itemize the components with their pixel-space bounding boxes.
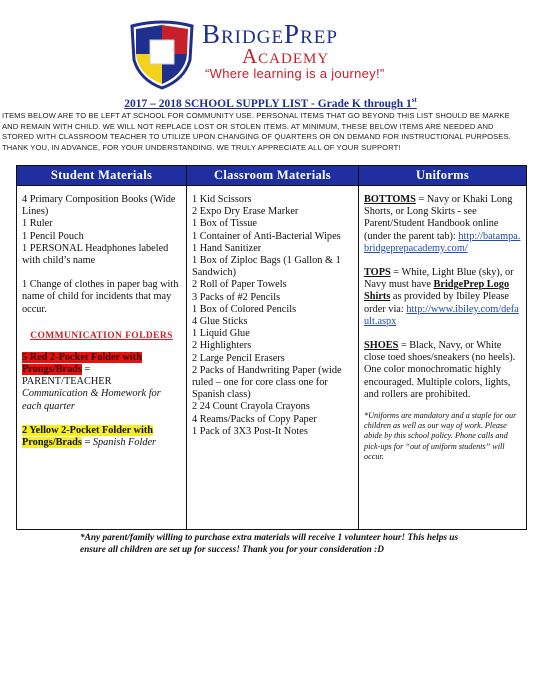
communication-folders-heading: COMMUNICATION FOLDERS [30,330,173,341]
red-folder-item [22,352,181,389]
uniform-policy-note: *Uniforms are mandatory and a staple for our children as well as our way of work. Please abide by this school policy. Phone calls and pick-ups for “out of uniform students” will occur. [364,411,517,461]
list-item: 4 Primary Composition Books (Wide Lines) [22,194,176,218]
list-item: 2 Roll of Paper Towels [192,279,287,291]
logo-shirts-text: BridgePrep Logo Shirts [364,279,510,303]
intro-line: STORED WITH CLASSROOM TEACHER TO UTILIZE UPON CHANGING OF QUARTERS OR ON DEMAND FOR INSTRUCTIONAL PURPOSES. [2,132,511,141]
classroom-materials-cell [187,186,359,530]
tops-text-2: as provided by Ibiley Please order via: [364,291,509,315]
list-item: 1 Kid Scissors [192,194,252,205]
bottoms-text: = Navy or Khaki Long Shorts, or Long Skirts - see Parent/Student Handbook online (under the parent tab): [364,194,513,242]
list-item: 2 Highlighters [192,340,252,352]
classroom-materials-header: Classroom Materials [187,166,359,186]
uniforms-header: Uniforms [359,166,527,186]
spacer [364,255,521,267]
list-item: 1 Box of Colored Pencils [192,303,297,315]
brand-name: BridgePrep [202,19,338,49]
list-item: 2 Packs of Handwriting Paper (wide ruled – one for core class one for Spanish class) [192,364,342,401]
yellow-folder-suffix: = [81,437,93,449]
list-item: 2 24 Count Crayola Crayons [192,401,310,413]
shoes-text: = Black, Navy, or White close toed shoes/sneakers (no heels). One color monochromatic highly encouraged. Multiple colors, lights, and rollers are prohibited. [364,340,516,400]
list-item: 1 PERSONAL Headphones labeled with child’s name [22,242,169,267]
shoes-paragraph [364,340,521,401]
list-item: 1 Container of Anti-Bacterial Wipes [192,230,341,242]
list-item: 1 Pack of 3X3 Post-It Notes [192,425,308,437]
shoes-label: SHOES [364,340,399,352]
list-item: 1 Change of clothes in paper bag with name of child for incidents that may occur. [22,279,179,315]
list-item: 1 Ruler [22,218,53,230]
volunteer-note: *Any parent/family willing to purchase extra materials will receive 1 volunteer hour! This helps us ensure all children are set up for success! Thank you for your consideration :D [80,533,459,555]
list-item: 1 Box of Ziploc Bags (1 Gallon & 1 Sandwich) [192,255,341,279]
handbook-link[interactable]: http://batampa.bridgeprepacademy.com/ [364,230,521,254]
page-title-sup: st [411,96,417,104]
brand-subname: Academy [242,44,330,68]
uniforms-cell [359,186,527,530]
intro-line: ITEMS BELOW ARE TO BE LEFT AT SCHOOL FOR COMMUNITY USE. PERSONAL ITEMS THAT GO BEYOND THIS LIST SHOULD BE MARKE [2,111,510,120]
intro-paragraph [2,111,540,153]
list-item: 4 Reams/Packs of Copy Paper [192,413,317,425]
page-title-text: 2017 – 2018 SCHOOL SUPPLY LIST - Grade K through 1 [124,97,412,110]
spacer [22,413,181,425]
yellow-folder-item [22,425,181,449]
bridgeprep-logo-icon [128,20,196,90]
tagline: “Where learning is a journey!” [205,66,385,81]
red-folder-highlight: 5 Red 2-Pocket Folder with Prongs/Brads [22,351,142,376]
yellow-folder-highlight: 2 Yellow 2-Pocket Folder with Prongs/Brads [22,424,153,449]
table-body-row [17,186,527,530]
list-item: 1 Liquid Glue [192,328,250,340]
tops-paragraph [364,267,521,328]
list-item: 2 Large Pencil Erasers [192,352,285,364]
spacer [22,267,181,279]
intro-line: THANK YOU, IN ADVANCE, FOR YOUR UNDERSTANDING. WE TRULY APPRECIATE ALL OF YOUR SUPPORT! [2,142,401,152]
list-item: 1 Hand Sanitizer [192,242,262,254]
list-item: 2 Expo Dry Erase Marker [192,206,299,218]
table-header-row [17,166,527,186]
bottoms-paragraph [364,194,521,255]
ibiley-link[interactable]: http://www.ibiley.com/default.aspx [364,303,519,327]
list-item: 3 Packs of #2 Pencils [192,291,281,303]
list-item: 1 Pencil Pouch [22,230,84,242]
student-materials-cell [17,186,187,530]
bottoms-label: BOTTOMS [364,194,416,205]
tops-label: TOPS [364,267,391,279]
page-title [0,96,541,110]
red-folder-desc: Communication & Homework for each quarter [22,388,161,412]
list-item: 1 Box of Tissue [192,218,257,230]
supply-table [16,165,527,530]
student-materials-header: Student Materials [17,166,187,186]
red-folder-suffix: = PARENT/TEACHER [22,364,112,388]
yellow-folder-desc: Spanish Folder [92,437,157,449]
list-item: 4 Glue Sticks [192,316,248,328]
intro-line: AND REMAIN WITH CHILD. WE WILL NOT REPLACE LOST OR STOLEN ITEMS. AT MINIMUM, THESE BELOW ITEMS ARE NEEDED AND [2,121,494,131]
tops-text: = White, Light Blue (sky), or Navy must have [364,267,514,291]
spacer [364,328,521,340]
